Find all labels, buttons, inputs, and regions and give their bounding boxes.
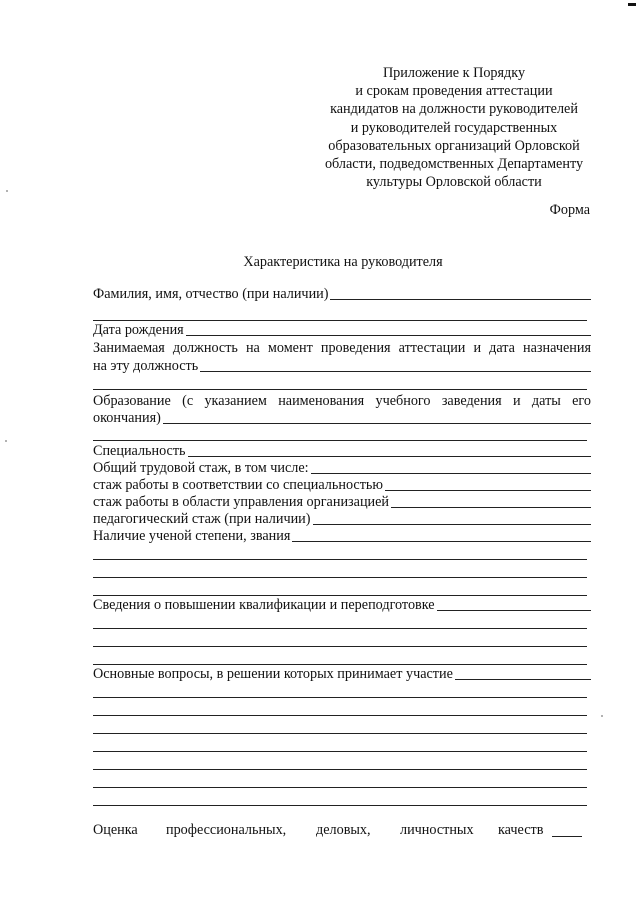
scan-speck <box>5 440 7 442</box>
degree-row <box>93 528 591 545</box>
management-experience-label: стаж работы в области управления организацией <box>93 494 390 510</box>
specialty-experience-label: стаж работы в соответствии со специальностью <box>93 477 383 493</box>
education-label-line2: окончания) <box>93 410 161 426</box>
main-issues-blank-line[interactable] <box>93 769 587 770</box>
main-issues-blank-line[interactable] <box>93 715 587 716</box>
assessment-word: Оценка <box>93 822 138 838</box>
specialty-label: Специальность <box>93 443 186 459</box>
qualification-label: Сведения о повышении квалификации и переподготовке <box>93 597 435 613</box>
scan-corner-mark <box>628 3 636 6</box>
main-issues-blank-line[interactable] <box>93 697 587 698</box>
fio-label: Фамилия, имя, отчество (при наличии) <box>93 286 329 302</box>
birth-date-label: Дата рождения <box>93 322 184 338</box>
main-issues-blank-line[interactable] <box>93 805 587 806</box>
document-title: Характеристика на руководителя <box>243 254 443 270</box>
main-issues-row <box>93 666 591 683</box>
qualification-blank[interactable] <box>437 610 591 611</box>
specialty-row <box>93 443 591 460</box>
appendix-line: и срокам проведения аттестации <box>355 83 553 100</box>
education-blank[interactable] <box>163 423 591 424</box>
fio-blank-line[interactable] <box>93 320 587 321</box>
birth-date-blank[interactable] <box>186 335 591 336</box>
fio-blank[interactable] <box>330 299 591 300</box>
degree-blank-line[interactable] <box>93 577 587 578</box>
qualification-blank-line[interactable] <box>93 646 587 647</box>
main-issues-blank-line[interactable] <box>93 733 587 734</box>
position-blank-line[interactable] <box>93 389 587 390</box>
education-row <box>93 410 591 427</box>
assessment-word: личностных <box>400 822 474 838</box>
degree-blank-line[interactable] <box>93 559 587 560</box>
total-experience-row <box>93 460 591 477</box>
teaching-experience-label: педагогический стаж (при наличии) <box>93 511 311 527</box>
assessment-word: профессиональных, <box>166 822 287 838</box>
teaching-experience-row <box>93 511 591 528</box>
teaching-experience-blank[interactable] <box>313 524 592 525</box>
total-experience-blank[interactable] <box>311 473 591 474</box>
specialty-blank[interactable] <box>188 456 591 457</box>
education-label-line1: Образование (с указанием наименования учебного заведения и даты его <box>93 393 591 409</box>
main-issues-label: Основные вопросы, в решении которых принимает участие <box>93 666 453 682</box>
position-label-line2: на эту должность <box>93 358 199 374</box>
degree-label: Наличие ученой степени, звания <box>93 528 291 544</box>
assessment-word: деловых, <box>316 822 371 838</box>
degree-blank[interactable] <box>292 541 591 542</box>
specialty-experience-row <box>93 477 591 494</box>
fio-row <box>93 286 591 303</box>
assessment-blank[interactable] <box>552 836 582 837</box>
appendix-block <box>300 64 608 191</box>
main-issues-blank[interactable] <box>455 679 591 680</box>
birth-date-row <box>93 322 591 339</box>
management-experience-blank[interactable] <box>391 507 591 508</box>
total-experience-label: Общий трудовой стаж, в том числе: <box>93 460 309 476</box>
qualification-blank-line[interactable] <box>93 664 587 665</box>
form-label: Форма <box>549 202 590 218</box>
appendix-line: образовательных организаций Орловской <box>328 137 580 154</box>
management-experience-row <box>93 494 591 511</box>
scan-speck <box>6 190 8 192</box>
position-row <box>93 358 591 375</box>
qualification-row <box>93 597 591 614</box>
appendix-line: области, подведомственных Департаменту <box>324 156 584 173</box>
main-issues-blank-line[interactable] <box>93 751 587 752</box>
appendix-line: кандидатов на должности руководителей <box>330 101 578 118</box>
appendix-line: культуры Орловской области <box>366 174 542 191</box>
degree-blank-line[interactable] <box>93 595 587 596</box>
scan-speck <box>601 715 603 717</box>
position-blank[interactable] <box>200 371 591 372</box>
position-label-line1: Занимаемая должность на момент проведения аттестации и дата назначения <box>93 340 591 356</box>
qualification-blank-line[interactable] <box>93 628 587 629</box>
appendix-line: и руководителей государственных <box>350 119 558 136</box>
education-blank-line[interactable] <box>93 440 587 441</box>
assessment-word: качеств <box>498 822 544 838</box>
main-issues-blank-line[interactable] <box>93 787 587 788</box>
specialty-experience-blank[interactable] <box>385 490 591 491</box>
appendix-line: Приложение к Порядку <box>382 65 526 81</box>
